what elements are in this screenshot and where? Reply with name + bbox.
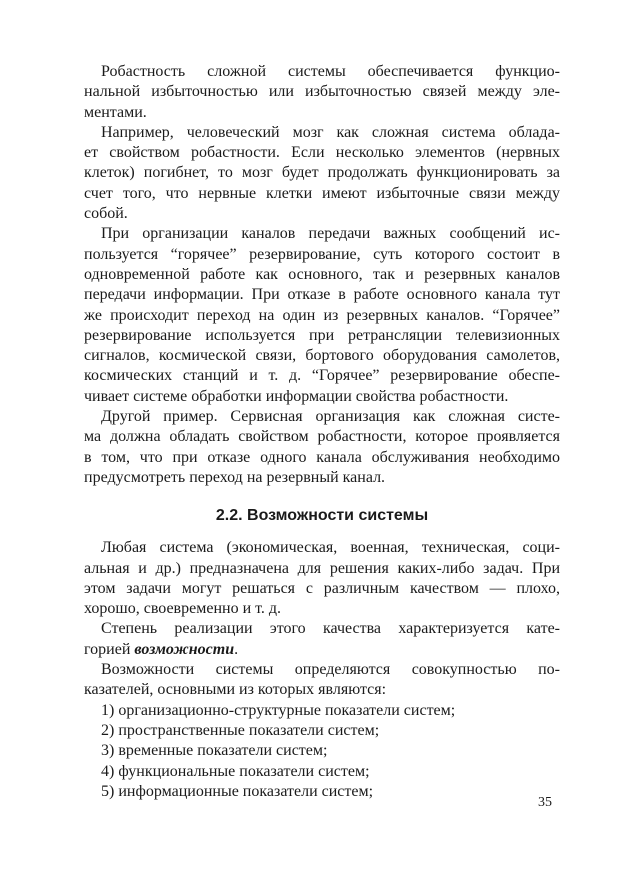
paragraph-any-system [84, 538, 560, 619]
text-line: чивает системе обработки информации свойства робастности. [84, 387, 509, 405]
list-item: 4) функциональные показатели систем; [101, 762, 370, 780]
text-line: клеток) погибнет, то мозг будет продолжать функционировать за [84, 164, 560, 182]
text-line [84, 640, 560, 660]
emphasized-term: возможности [134, 640, 235, 658]
text-line: предусмотреть переход на резервный канал. [84, 468, 386, 486]
text-line: резервирование используется при ретрансляции телевизионных [84, 326, 560, 344]
text-line: ма должна обладать свойством робастности, которое проявляется [84, 428, 560, 446]
text-line: ментами. [84, 103, 147, 121]
text-line: альная и др.) предназначена для решения каких-либо задач. При [84, 559, 560, 577]
text-fragment: . [234, 640, 239, 658]
paragraph-capability-definition [84, 619, 560, 660]
list-item: 1) организационно-структурные показатели систем; [101, 701, 456, 719]
paragraph-hot-redundancy [84, 224, 560, 407]
text-line: Робастность сложной системы обеспечивается функцио- [101, 63, 560, 80]
text-fragment: горией [84, 640, 135, 658]
paragraph-brain-example [84, 123, 560, 224]
text-line: этом задачи могут решаться с различным качеством — плохо, [84, 579, 560, 597]
text-line: космических станций и т. д. “Горячее” резервирование обеспе- [84, 367, 560, 385]
text-line: казателей, основными из которых являются: [84, 681, 387, 699]
text-line: сигналов, космической связи, бортового оборудования самолетов, [84, 347, 560, 365]
text-line: Например, человеческий мозг как сложная система облада- [101, 123, 560, 141]
text-line: ет свойством робастности. Если несколько элементов (нервных [84, 144, 560, 162]
text-line: одновременной работе как основного, так и резервных каналов [84, 265, 560, 283]
indicator-list [84, 701, 560, 802]
text-line: передачи информации. При отказе в работе основного канала тут [84, 286, 560, 304]
text-line: в том, что при отказе одного канала обслуживания необходимо [84, 448, 560, 466]
section-heading: 2.2. Возможности системы [215, 507, 429, 525]
text-line: нальной избыточностью или избыточностью связей между эле- [84, 83, 560, 101]
page-body [84, 62, 560, 802]
text-line: пользуется “горячее” резервирование, суть которого состоит в [84, 245, 560, 263]
text-line: При организации каналов передачи важных сообщений ис- [101, 225, 560, 243]
text-line: счет того, что нервные клетки имеют избыточные связи между [84, 184, 560, 202]
text-line: же происходит переход на один из резервных каналов. “Горячее” [84, 306, 560, 324]
text-line: Любая система (экономическая, военная, техническая, соци- [101, 539, 560, 557]
paragraph-service-example [84, 407, 560, 488]
page-number: 35 [538, 795, 552, 810]
text-line: Степень реализации этого качества характеризуется кате- [101, 620, 560, 638]
text-line: Другой пример. Сервисная организация как сложная систе- [101, 408, 560, 426]
paragraph-robustness [84, 62, 560, 123]
list-item: 5) информационные показатели систем; [101, 782, 374, 800]
paragraph-indicators-intro [84, 660, 560, 701]
list-item: 3) временные показатели систем; [101, 742, 328, 760]
text-line: Возможности системы определяются совокупностью по- [101, 661, 560, 679]
text-line: собой. [84, 205, 128, 223]
list-item: 2) пространственные показатели систем; [101, 721, 380, 739]
text-line: хорошо, своевременно и т. д. [84, 600, 282, 618]
